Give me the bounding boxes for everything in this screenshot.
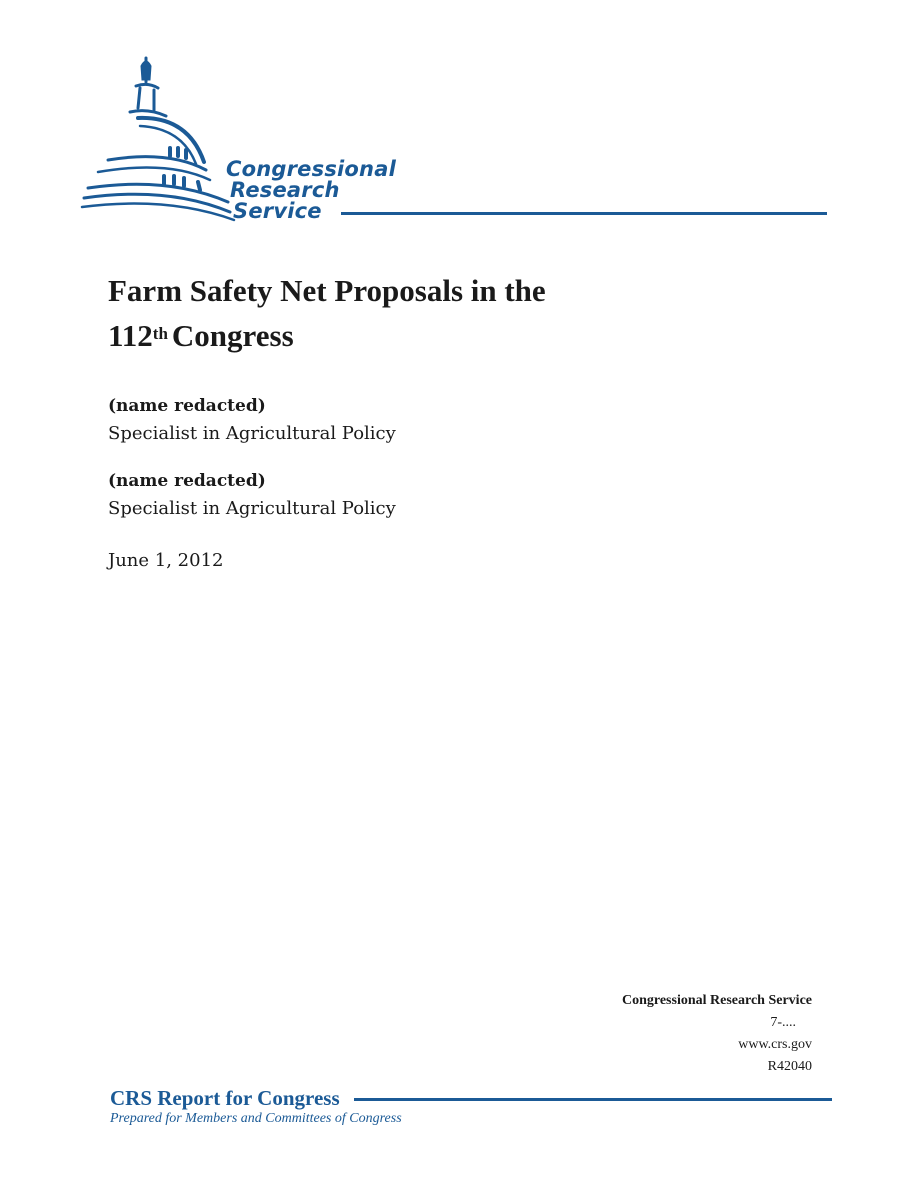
banner-subtitle: Prepared for Members and Committees of Congress: [110, 1111, 402, 1126]
crs-logo: [78, 52, 838, 227]
author-name: (name redacted): [108, 396, 266, 416]
author-role: Specialist in Agricultural Policy: [108, 498, 396, 519]
title-line-2: Congress: [171, 318, 294, 353]
footer-organization: Congressional Research Service: [621, 993, 812, 1008]
footer-info: [622, 990, 812, 1078]
banner-rule: [354, 1098, 832, 1101]
logo-text-congressional: Congressional: [226, 157, 396, 181]
title-line-1: Farm Safety Net Proposals in the: [108, 273, 546, 308]
title-congress-number: 112: [108, 318, 153, 353]
report-title: [108, 268, 546, 358]
logo-text-research: Research: [230, 178, 340, 202]
author-block-2: [108, 467, 396, 523]
author-block-1: [108, 392, 396, 448]
author-role: Specialist in Agricultural Policy: [108, 423, 396, 444]
title-superscript: th: [152, 324, 168, 343]
logo-rule: [341, 212, 827, 215]
logo-text-service: Service: [233, 199, 322, 223]
footer-code: 7-....: [770, 1015, 796, 1030]
author-name: (name redacted): [108, 471, 266, 491]
footer-website-link[interactable]: www.crs.gov: [738, 1037, 812, 1052]
footer-report-number: R42040: [767, 1059, 812, 1074]
banner-title: CRS Report for Congress: [110, 1086, 344, 1111]
report-banner: [110, 1086, 832, 1136]
report-date: June 1, 2012: [108, 550, 224, 571]
